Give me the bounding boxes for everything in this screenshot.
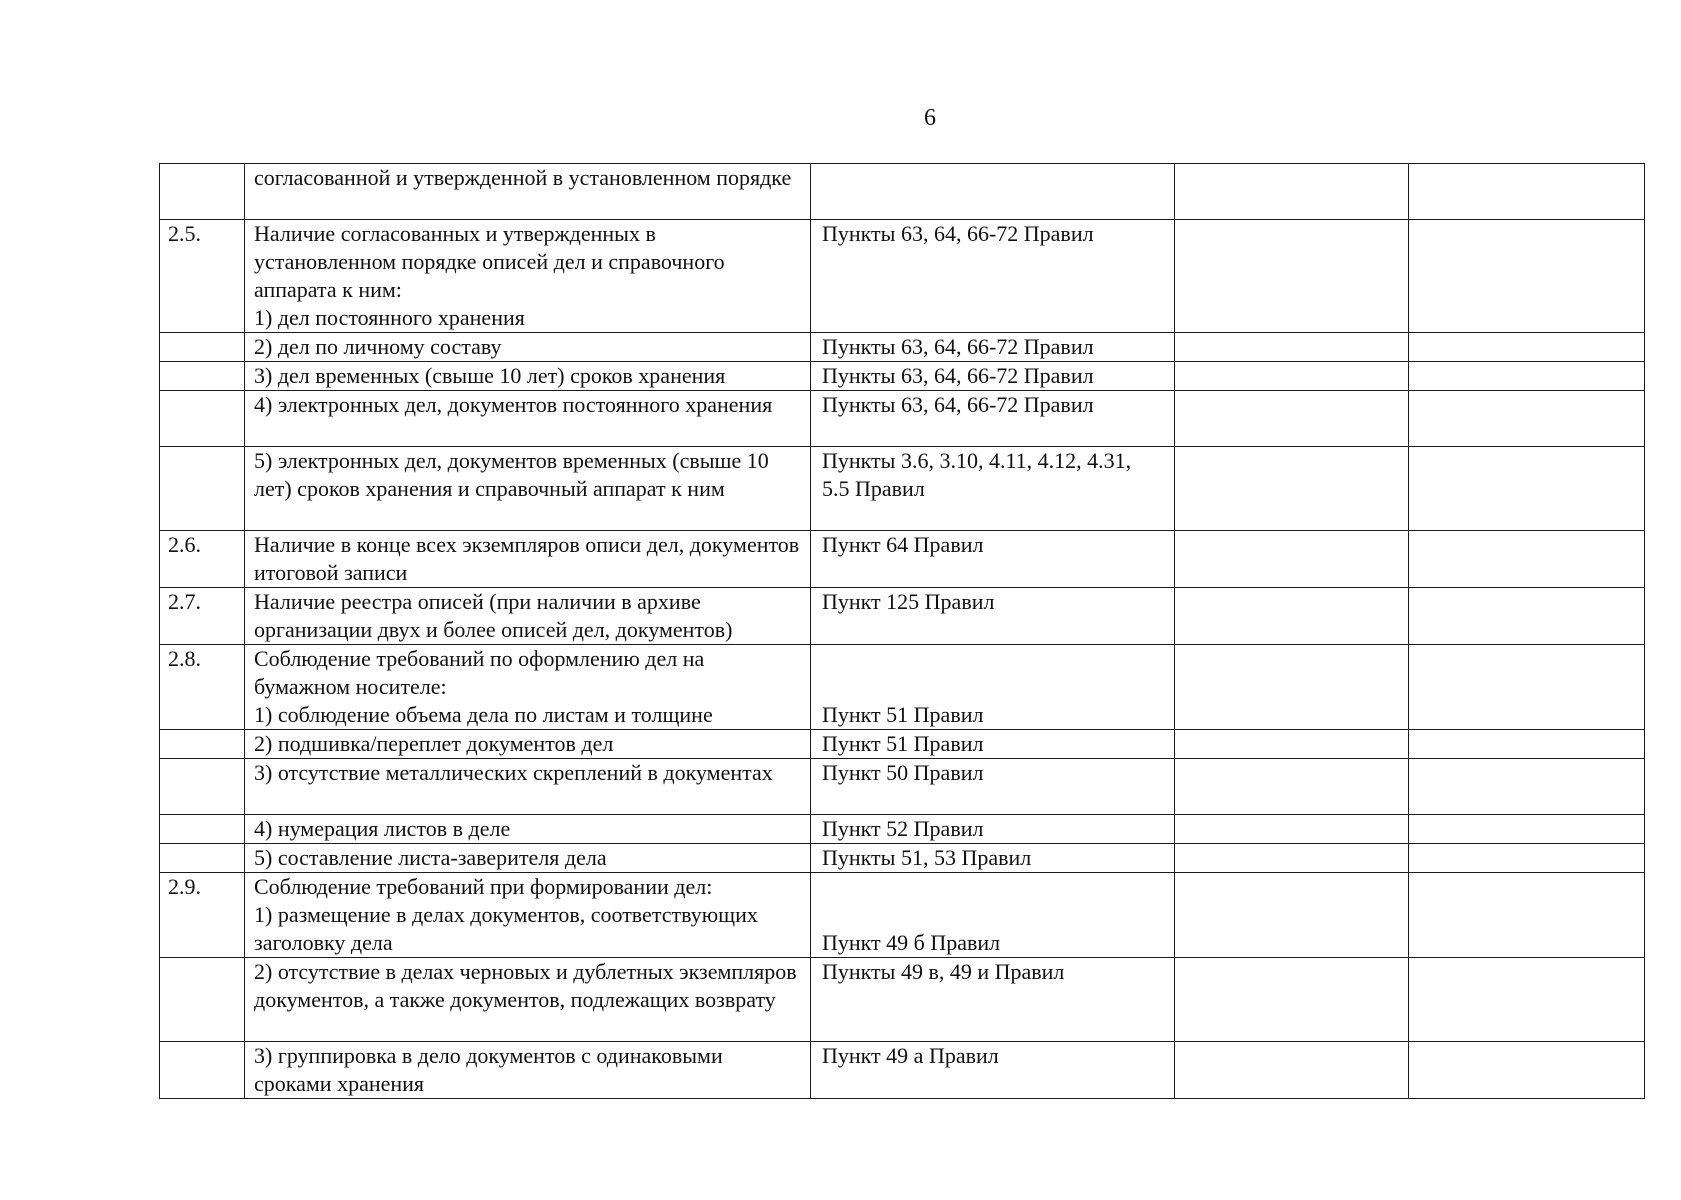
empty-cell [1409, 588, 1645, 645]
requirement-text: 4) нумерация листов в деле [245, 815, 811, 844]
empty-cell [1175, 958, 1409, 1042]
item-number [160, 164, 245, 220]
empty-cell [1175, 815, 1409, 844]
empty-cell [1409, 958, 1645, 1042]
empty-cell [1409, 645, 1645, 730]
requirement-text: 3) группировка в дело документов с одинаковыми сроками хранения [245, 1042, 811, 1099]
table-row [160, 588, 1645, 645]
empty-cell [1409, 815, 1645, 844]
table-row [160, 730, 1645, 759]
requirement-text: 4) электронных дел, документов постоянного хранения [245, 391, 811, 447]
empty-cell [1175, 447, 1409, 531]
empty-cell [1409, 844, 1645, 873]
empty-cell [1409, 164, 1645, 220]
item-number: 2.8. [160, 645, 245, 730]
requirement-text: 5) составление листа-заверителя дела [245, 844, 811, 873]
requirement-text: Соблюдение требований по оформлению дел на бумажном носителе: 1) соблюдение объема дела по листам и толщине [245, 645, 811, 730]
table-body [160, 164, 1645, 1099]
item-number [160, 391, 245, 447]
requirement-text: Наличие в конце всех экземпляров описи дел, документов итоговой записи [245, 531, 811, 588]
table-row [160, 531, 1645, 588]
rule-reference [811, 164, 1175, 220]
empty-cell [1175, 730, 1409, 759]
table-row [160, 333, 1645, 362]
rule-reference: Пункт 51 Правил [811, 730, 1175, 759]
empty-cell [1175, 759, 1409, 815]
empty-cell [1175, 1042, 1409, 1099]
empty-cell [1409, 873, 1645, 958]
table-row [160, 958, 1645, 1042]
item-number [160, 958, 245, 1042]
rule-reference: Пункты 63, 64, 66-72 Правил [811, 220, 1175, 333]
table-row [160, 815, 1645, 844]
rule-reference: Пункт 49 б Правил [811, 873, 1175, 958]
empty-cell [1175, 873, 1409, 958]
empty-cell [1175, 391, 1409, 447]
empty-cell [1175, 588, 1409, 645]
requirement-text: 2) отсутствие в делах черновых и дублетных экземпляров документов, а также документов, подлежащих возврату [245, 958, 811, 1042]
table-row [160, 391, 1645, 447]
table-row [160, 844, 1645, 873]
item-number: 2.7. [160, 588, 245, 645]
rule-reference: Пункт 49 а Правил [811, 1042, 1175, 1099]
rule-reference: Пункты 63, 64, 66-72 Правил [811, 333, 1175, 362]
empty-cell [1175, 164, 1409, 220]
table-row [160, 645, 1645, 730]
table-row [160, 447, 1645, 531]
rule-reference: Пункты 3.6, 3.10, 4.11, 4.12, 4.31, 5.5 Правил [811, 447, 1175, 531]
table-row [160, 362, 1645, 391]
item-number [160, 333, 245, 362]
rule-reference: Пункты 63, 64, 66-72 Правил [811, 391, 1175, 447]
requirement-text: 3) дел временных (свыше 10 лет) сроков хранения [245, 362, 811, 391]
item-number [160, 730, 245, 759]
table-row [160, 873, 1645, 958]
item-number [160, 759, 245, 815]
table-row [160, 759, 1645, 815]
requirement-text: 5) электронных дел, документов временных (свыше 10 лет) сроков хранения и справочный аппарат к ним [245, 447, 811, 531]
rule-reference: Пункт 50 Правил [811, 759, 1175, 815]
requirement-text: Наличие реестра описей (при наличии в архиве организации двух и более описей дел, документов) [245, 588, 811, 645]
rule-reference: Пункт 52 Правил [811, 815, 1175, 844]
empty-cell [1409, 333, 1645, 362]
empty-cell [1175, 844, 1409, 873]
empty-cell [1409, 730, 1645, 759]
item-number: 2.9. [160, 873, 245, 958]
rule-reference: Пункты 63, 64, 66-72 Правил [811, 362, 1175, 391]
item-number [160, 844, 245, 873]
empty-cell [1175, 220, 1409, 333]
item-number [160, 815, 245, 844]
item-number [160, 1042, 245, 1099]
requirement-text: 3) отсутствие металлических скреплений в документах [245, 759, 811, 815]
rule-reference: Пункт 64 Правил [811, 531, 1175, 588]
empty-cell [1409, 362, 1645, 391]
empty-cell [1175, 362, 1409, 391]
requirement-text: Соблюдение требований при формировании дел: 1) размещение в делах документов, соответствующих заголовку дела [245, 873, 811, 958]
rule-reference: Пункты 51, 53 Правил [811, 844, 1175, 873]
empty-cell [1409, 220, 1645, 333]
empty-cell [1175, 333, 1409, 362]
item-number: 2.6. [160, 531, 245, 588]
empty-cell [1409, 759, 1645, 815]
page-number: 6 [924, 105, 936, 131]
empty-cell [1409, 391, 1645, 447]
requirement-text: 2) дел по личному составу [245, 333, 811, 362]
empty-cell [1175, 645, 1409, 730]
requirement-text: 2) подшивка/переплет документов дел [245, 730, 811, 759]
table-row [160, 164, 1645, 220]
item-number [160, 447, 245, 531]
requirement-text: согласованной и утвержденной в установленном порядке [245, 164, 811, 220]
requirements-table [159, 163, 1645, 1099]
rule-reference: Пункт 51 Правил [811, 645, 1175, 730]
rule-reference: Пункт 125 Правил [811, 588, 1175, 645]
empty-cell [1409, 1042, 1645, 1099]
rule-reference: Пункты 49 в, 49 и Правил [811, 958, 1175, 1042]
item-number: 2.5. [160, 220, 245, 333]
table-row [160, 220, 1645, 333]
empty-cell [1409, 531, 1645, 588]
table-row [160, 1042, 1645, 1099]
empty-cell [1409, 447, 1645, 531]
item-number [160, 362, 245, 391]
empty-cell [1175, 531, 1409, 588]
requirement-text: Наличие согласованных и утвержденных в установленном порядке описей дел и справочного аппарата к ним: 1) дел постоянного хранения [245, 220, 811, 333]
